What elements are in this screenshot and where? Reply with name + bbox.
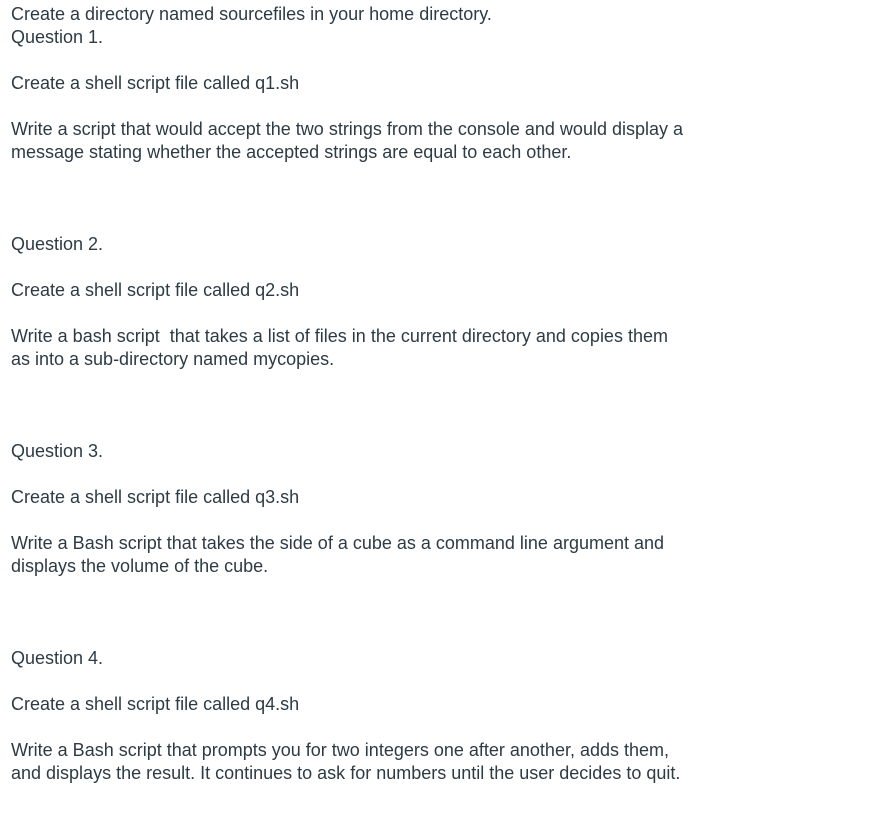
question-2-task xyxy=(11,325,851,371)
question-4-file-instruction: Create a shell script file called q4.sh xyxy=(11,694,300,714)
question-2-task-line-2: as into a sub-directory named mycopies. xyxy=(11,349,335,369)
assignment-document xyxy=(11,3,851,785)
question-1-task xyxy=(11,118,851,164)
question-4 xyxy=(11,647,851,785)
intro-instruction: Create a directory named sourcefiles in your home directory. xyxy=(11,4,492,24)
question-3-task-line-1: Write a Bash script that takes the side of a cube as a command line argument and xyxy=(11,533,665,553)
question-3-file-instruction: Create a shell script file called q3.sh xyxy=(11,487,300,507)
question-1-file-instruction: Create a shell script file called q1.sh xyxy=(11,73,300,93)
question-2-task-line-1: Write a bash script that takes a list of files in the current directory and copies them xyxy=(11,326,668,346)
question-1-task-line-1: Write a script that would accept the two strings from the console and would display a xyxy=(11,119,684,139)
question-2-file-instruction: Create a shell script file called q2.sh xyxy=(11,280,300,300)
question-4-heading: Question 4. xyxy=(11,648,104,668)
question-3 xyxy=(11,440,851,578)
question-4-task xyxy=(11,739,851,785)
question-1-task-line-2: message stating whether the accepted strings are equal to each other. xyxy=(11,142,572,162)
question-2 xyxy=(11,233,851,371)
question-2-heading: Question 2. xyxy=(11,234,104,254)
question-3-heading: Question 3. xyxy=(11,441,104,461)
question-1 xyxy=(11,26,851,164)
question-3-task-line-2: displays the volume of the cube. xyxy=(11,556,269,576)
question-1-heading: Question 1. xyxy=(11,27,104,47)
question-3-task xyxy=(11,532,851,578)
question-4-task-line-2: and displays the result. It continues to ask for numbers until the user decides to quit. xyxy=(11,763,681,783)
question-4-task-line-1: Write a Bash script that prompts you for two integers one after another, adds them, xyxy=(11,740,670,760)
